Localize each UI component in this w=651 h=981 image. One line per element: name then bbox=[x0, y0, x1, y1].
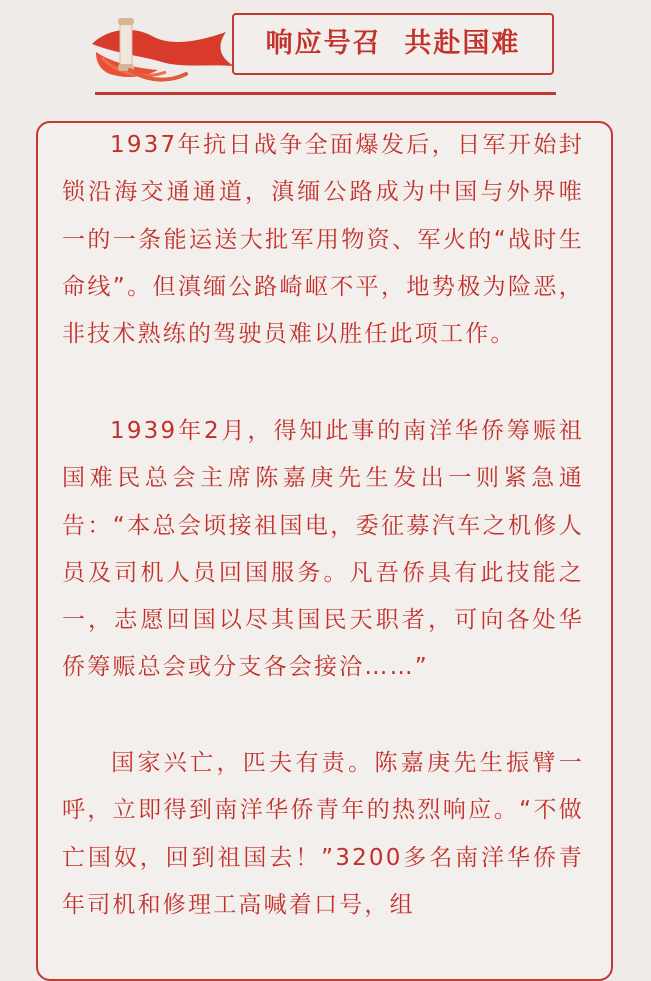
header-divider bbox=[95, 92, 556, 95]
article-paragraph-2 bbox=[62, 408, 584, 692]
section-title: 响应号召 共赴国难 bbox=[265, 28, 521, 59]
section-title-box bbox=[232, 13, 554, 75]
paragraph-text-2: 1939年2月，得知此事的南洋华侨筹赈祖国难民总会主席陈嘉庚先生发出一则紧急通告：“本总会顷接祖国电，委征募汽车之机修人员及司机人员回国服务。凡吾侨具有此技能之一，志愿回国以尽其国民天职者，可向各处华侨筹赈总会或分支各会接洽……” bbox=[62, 418, 584, 681]
article-paragraph-1 bbox=[62, 122, 584, 358]
article-paragraph-3 bbox=[62, 740, 584, 929]
paragraph-text-3: 国家兴亡，匹夫有责。陈嘉庚先生振臂一呼，立即得到南洋华侨青年的热烈响应。“不做亡国奴，回到祖国去！”3200多名南洋华侨青年司机和修理工高喊着口号，组 bbox=[62, 750, 584, 918]
red-scroll-ribbon-icon bbox=[88, 14, 238, 84]
paragraph-text-1: 1937年抗日战争全面爆发后，日军开始封锁沿海交通通道，滇缅公路成为中国与外界唯一的一条能运送大批军用物资、军火的“战时生命线”。但滇缅公路崎岖不平，地势极为险恶，非技术熟练的驾驶员难以胜任此项工作。 bbox=[62, 132, 584, 348]
section-header bbox=[0, 0, 651, 100]
